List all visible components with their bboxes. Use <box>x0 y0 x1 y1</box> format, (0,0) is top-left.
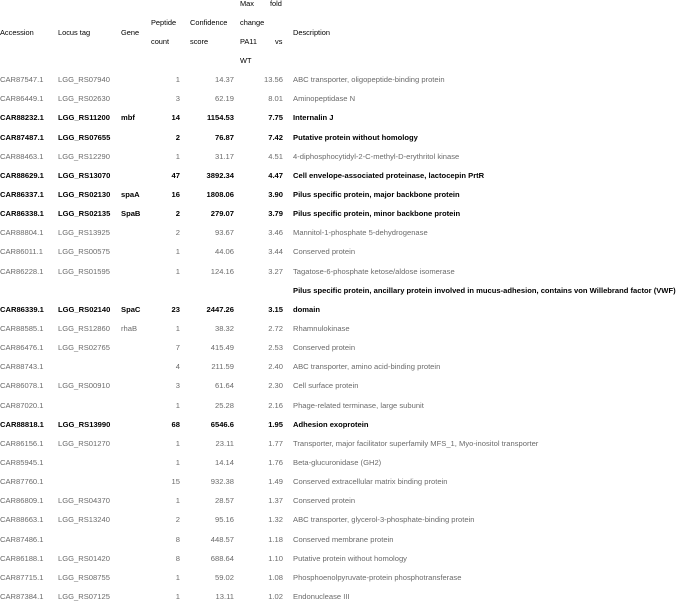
description-text: Pilus specific protein, ancillary protein involved in mucus-adhesion, contains von Willebrand factor (VWF) <box>293 285 676 295</box>
description-text: Tagatose-6-phosphate ketose/aldose isomerase <box>293 266 455 276</box>
accession-cell: CAR86188.1 <box>0 553 44 563</box>
peptide-count-cell: 2 <box>175 515 180 525</box>
table-row <box>0 338 684 357</box>
fold-change-cell: 2.72 <box>268 324 283 333</box>
confidence-score-cell: 95.16 <box>214 515 234 525</box>
description-text: Cell envelope-associated proteinase, lactocepin PrtR <box>293 170 485 180</box>
description-text: Conserved membrane protein <box>293 534 394 544</box>
description-cell <box>293 357 684 376</box>
confidence-score-cell: 61.64 <box>214 381 234 391</box>
fold-change-cell: 3.15 <box>268 304 283 314</box>
accession-cell: CAR86449.1 <box>0 94 44 104</box>
description-cell <box>293 108 684 127</box>
locus-tag-cell: LGG_RS07125 <box>58 592 110 601</box>
locus-tag-cell: LGG_RS02765 <box>58 343 110 353</box>
accession-cell: CAR86156.1 <box>0 438 44 448</box>
table-row <box>0 319 684 338</box>
description-cell <box>293 204 684 223</box>
header-locus-tag: Locus tag <box>58 28 91 37</box>
header-fold-vs: vs <box>275 37 283 46</box>
description-cell <box>293 223 684 242</box>
description-text: Conserved extracellular matrix binding protein <box>293 477 448 487</box>
header-peptide-count-line2: count <box>151 37 170 46</box>
accession-cell: CAR88743.1 <box>0 362 44 372</box>
fold-change-cell: 3.90 <box>268 189 283 199</box>
table-row <box>0 223 684 242</box>
table-row <box>0 376 684 395</box>
peptide-count-cell: 1 <box>175 266 180 276</box>
description-cell <box>293 396 684 415</box>
confidence-score-cell: 23.11 <box>215 438 234 448</box>
description-text: Mannitol-1-phosphate 5-dehydrogenase <box>293 228 428 238</box>
description-text: Endonuclease III <box>293 592 350 601</box>
accession-cell: CAR88818.1 <box>0 419 44 429</box>
header-fold-max: Max <box>240 0 254 8</box>
accession-cell: CAR87020.1 <box>0 400 44 410</box>
table-row <box>0 549 684 568</box>
description-cell <box>293 89 684 108</box>
table-row <box>0 510 684 529</box>
header-confidence-line2: score <box>190 37 209 46</box>
accession-cell: CAR88585.1 <box>0 324 44 333</box>
accession-cell: CAR86338.1 <box>0 209 44 219</box>
accession-cell: CAR86809.1 <box>0 496 44 506</box>
confidence-score-cell: 14.37 <box>214 75 234 84</box>
accession-cell: CAR86011.1 <box>0 247 43 257</box>
description-text: Putative protein without homology <box>293 553 407 563</box>
table-row <box>0 242 684 261</box>
accession-cell: CAR86078.1 <box>0 381 44 391</box>
description-cell <box>293 281 684 319</box>
description-cell <box>293 549 684 568</box>
peptide-count-cell: 23 <box>171 304 180 314</box>
accession-cell: CAR88629.1 <box>0 170 44 180</box>
fold-change-cell: 8.01 <box>268 94 283 104</box>
table-row <box>0 530 684 549</box>
fold-change-cell: 4.51 <box>268 151 283 161</box>
locus-tag-cell: LGG_RS01595 <box>58 266 110 276</box>
fold-change-cell: 1.02 <box>268 592 283 601</box>
header-description: Description <box>293 28 330 37</box>
accession-cell: CAR87487.1 <box>0 132 44 142</box>
accession-cell: CAR87384.1 <box>0 592 44 601</box>
peptide-count-cell: 8 <box>175 534 180 544</box>
locus-tag-cell: LGG_RS13240 <box>58 515 110 525</box>
peptide-count-cell: 1 <box>175 572 180 582</box>
confidence-score-cell: 13.11 <box>215 592 234 601</box>
peptide-count-cell: 1 <box>175 496 180 506</box>
table-row <box>0 108 684 127</box>
confidence-score-cell: 6546.6 <box>210 419 234 429</box>
fold-change-cell: 2.30 <box>268 381 283 391</box>
locus-tag-cell: LGG_RS13925 <box>58 228 110 238</box>
description-text: Internalin J <box>293 113 334 123</box>
confidence-score-cell: 93.67 <box>214 228 234 238</box>
description-cell <box>293 338 684 357</box>
confidence-score-cell: 31.17 <box>214 151 234 161</box>
table-row <box>0 128 684 147</box>
table-row <box>0 185 684 204</box>
accession-cell: CAR87715.1 <box>0 572 44 582</box>
description-text: Aminopeptidase N <box>293 94 356 104</box>
table-row <box>0 357 684 376</box>
table-row <box>0 415 684 434</box>
confidence-score-cell: 59.02 <box>214 572 234 582</box>
locus-tag-cell: LGG_RS01420 <box>58 553 110 563</box>
table-row <box>0 472 684 491</box>
fold-change-cell: 1.18 <box>268 534 283 544</box>
confidence-score-cell: 3892.34 <box>206 170 234 180</box>
confidence-score-cell: 14.14 <box>214 458 234 467</box>
accession-cell: CAR85945.1 <box>0 458 44 467</box>
description-cell <box>293 128 684 147</box>
peptide-count-cell: 16 <box>171 189 180 199</box>
fold-change-cell: 2.40 <box>268 362 283 372</box>
peptide-count-cell: 68 <box>171 419 180 429</box>
table-row <box>0 70 684 89</box>
accession-cell: CAR87486.1 <box>0 534 44 544</box>
peptide-count-cell: 2 <box>175 209 180 219</box>
locus-tag-cell: LGG_RS13990 <box>58 419 111 429</box>
accession-cell: CAR86337.1 <box>0 189 44 199</box>
locus-tag-cell: LGG_RS08755 <box>58 572 110 582</box>
header-fold-wt: WT <box>240 56 252 65</box>
description-cell <box>293 376 684 395</box>
header-fold-pa11: PA11 <box>240 37 257 46</box>
confidence-score-cell: 279.07 <box>210 209 234 219</box>
fold-change-cell: 13.56 <box>263 75 283 84</box>
confidence-score-cell: 415.49 <box>210 343 234 353</box>
fold-change-cell: 3.79 <box>268 209 283 219</box>
locus-tag-cell: LGG_RS01270 <box>58 438 110 448</box>
description-text: Rhamnulokinase <box>293 324 350 333</box>
locus-tag-cell: LGG_RS07940 <box>58 75 110 84</box>
description-cell <box>293 472 684 491</box>
description-text: Phage-related terminase, large subunit <box>293 400 424 410</box>
description-text: Putative protein without homology <box>293 132 418 142</box>
confidence-score-cell: 2447.26 <box>206 304 234 314</box>
confidence-score-cell: 38.32 <box>214 324 234 333</box>
table-row <box>0 204 684 223</box>
confidence-score-cell: 44.06 <box>214 247 234 257</box>
description-text: Conserved protein <box>293 343 356 353</box>
header-accession: Accession <box>0 28 34 37</box>
accession-cell: CAR86476.1 <box>0 343 44 353</box>
confidence-score-cell: 1808.06 <box>206 189 234 199</box>
description-text: Pilus specific protein, major backbone protein <box>293 189 460 199</box>
accession-cell: CAR88663.1 <box>0 515 44 525</box>
peptide-count-cell: 1 <box>175 75 180 84</box>
description-text: Conserved protein <box>293 247 356 257</box>
confidence-score-cell: 211.59 <box>211 362 234 372</box>
confidence-score-cell: 124.16 <box>210 266 234 276</box>
description-cell <box>293 242 684 261</box>
description-text: Cell surface protein <box>293 381 359 391</box>
table-row <box>0 262 684 281</box>
description-cell <box>293 568 684 587</box>
table-row <box>0 166 684 185</box>
description-cell <box>293 453 684 472</box>
header-peptide-count-line1: Peptide <box>151 18 177 27</box>
locus-tag-cell: LGG_RS13070 <box>58 170 111 180</box>
description-text: Pilus specific protein, minor backbone protein <box>293 209 461 219</box>
table-row <box>0 587 684 606</box>
header-fold-change: change <box>240 18 265 27</box>
description-text: ABC transporter, amino acid-binding protein <box>293 362 441 372</box>
peptide-count-cell: 1 <box>175 438 180 448</box>
peptide-count-cell: 15 <box>171 477 180 487</box>
table-row <box>0 434 684 453</box>
fold-change-cell: 1.76 <box>268 458 283 467</box>
description-cell <box>293 166 684 185</box>
description-cell <box>293 491 684 510</box>
description-text: Phosphoenolpyruvate-protein phosphotransferase <box>293 572 462 582</box>
table-row <box>0 281 684 319</box>
locus-tag-cell: LGG_RS12860 <box>58 324 110 333</box>
header-gene: Gene <box>121 28 140 37</box>
table-row <box>0 568 684 587</box>
fold-change-cell: 1.10 <box>268 553 283 563</box>
header-fold-fold: fold <box>270 0 282 8</box>
fold-change-cell: 1.32 <box>268 515 283 525</box>
description-text: Beta-glucuronidase (GH2) <box>293 458 382 467</box>
accession-cell: CAR88232.1 <box>0 113 44 123</box>
accession-cell: CAR88804.1 <box>0 228 44 238</box>
gene-cell: SpaB <box>121 209 141 219</box>
locus-tag-cell: LGG_RS04370 <box>58 496 110 506</box>
peptide-count-cell: 14 <box>171 113 180 123</box>
description-cell <box>293 70 684 89</box>
fold-change-cell: 2.16 <box>268 400 283 410</box>
description-text: Adhesion exoprotein <box>293 419 369 429</box>
locus-tag-cell: LGG_RS02140 <box>58 304 111 314</box>
fold-change-cell: 7.42 <box>268 132 283 142</box>
locus-tag-cell: LGG_RS02630 <box>58 94 110 104</box>
description-text-continued: domain <box>293 304 321 314</box>
peptide-count-cell: 2 <box>175 228 180 238</box>
description-cell <box>293 530 684 549</box>
fold-change-cell: 3.46 <box>268 228 283 238</box>
fold-change-cell: 3.44 <box>268 247 283 257</box>
locus-tag-cell: LGG_RS00575 <box>58 247 110 257</box>
peptide-count-cell: 1 <box>175 247 180 257</box>
confidence-score-cell: 1154.53 <box>206 113 234 123</box>
gene-cell: SpaC <box>121 304 141 314</box>
gene-cell: spaA <box>121 189 140 199</box>
description-cell <box>293 587 684 606</box>
table-row <box>0 453 684 472</box>
peptide-count-cell: 1 <box>175 324 180 333</box>
fold-change-cell: 1.95 <box>268 419 283 429</box>
description-cell <box>293 262 684 281</box>
confidence-score-cell: 448.57 <box>210 534 234 544</box>
locus-tag-cell: LGG_RS07655 <box>58 132 111 142</box>
peptide-count-cell: 1 <box>175 592 180 601</box>
peptide-count-cell: 7 <box>175 343 180 353</box>
description-cell <box>293 185 684 204</box>
accession-cell: CAR87760.1 <box>0 477 44 487</box>
table-row <box>0 89 684 108</box>
fold-change-cell: 3.27 <box>268 266 283 276</box>
fold-change-cell: 1.77 <box>268 438 283 448</box>
locus-tag-cell: LGG_RS02135 <box>58 209 111 219</box>
description-text: ABC transporter, glycerol-3-phosphate-binding protein <box>293 515 475 525</box>
accession-cell: CAR86339.1 <box>0 304 44 314</box>
peptide-count-cell: 8 <box>175 553 180 563</box>
description-text: 4-diphosphocytidyl-2-C-methyl-D-erythritol kinase <box>293 151 460 161</box>
peptide-count-cell: 4 <box>175 362 180 372</box>
fold-change-cell: 4.47 <box>268 170 283 180</box>
fold-change-cell: 1.37 <box>268 496 283 506</box>
description-cell <box>293 434 684 453</box>
table-row <box>0 147 684 166</box>
confidence-score-cell: 76.87 <box>214 132 234 142</box>
peptide-count-cell: 3 <box>175 381 180 391</box>
description-cell <box>293 510 684 529</box>
confidence-score-cell: 688.64 <box>210 553 234 563</box>
fold-change-cell: 7.75 <box>268 113 283 123</box>
peptide-count-cell: 1 <box>175 400 180 410</box>
description-cell <box>293 415 684 434</box>
locus-tag-cell: LGG_RS02130 <box>58 189 111 199</box>
locus-tag-cell: LGG_RS00910 <box>58 381 110 391</box>
peptide-count-cell: 2 <box>175 132 180 142</box>
table-row <box>0 396 684 415</box>
gene-cell: rhaB <box>121 324 138 333</box>
description-text: Conserved protein <box>293 496 356 506</box>
confidence-score-cell: 25.28 <box>214 400 234 410</box>
peptide-count-cell: 1 <box>175 151 180 161</box>
confidence-score-cell: 62.19 <box>214 94 234 104</box>
description-text: Transporter, major facilitator superfamily MFS_1, Myo-inositol transporter <box>293 438 539 448</box>
accession-cell: CAR87547.1 <box>0 75 44 84</box>
locus-tag-cell: LGG_RS12290 <box>58 151 110 161</box>
locus-tag-cell: LGG_RS11200 <box>58 113 110 123</box>
description-cell <box>293 319 684 338</box>
description-text: ABC transporter, oligopeptide-binding protein <box>293 75 445 84</box>
fold-change-cell: 1.49 <box>268 477 283 487</box>
peptide-count-cell: 47 <box>171 170 180 180</box>
peptide-count-cell: 3 <box>175 94 180 104</box>
table-row <box>0 491 684 510</box>
confidence-score-cell: 28.57 <box>214 496 234 506</box>
accession-cell: CAR86228.1 <box>0 266 44 276</box>
gene-cell: mbf <box>121 113 135 123</box>
fold-change-cell: 1.08 <box>268 572 283 582</box>
accession-cell: CAR88463.1 <box>0 151 44 161</box>
peptide-count-cell: 1 <box>175 458 180 467</box>
description-cell <box>293 147 684 166</box>
header-confidence-line1: Confidence <box>190 18 228 27</box>
fold-change-cell: 2.53 <box>268 343 283 353</box>
confidence-score-cell: 932.38 <box>210 477 234 487</box>
